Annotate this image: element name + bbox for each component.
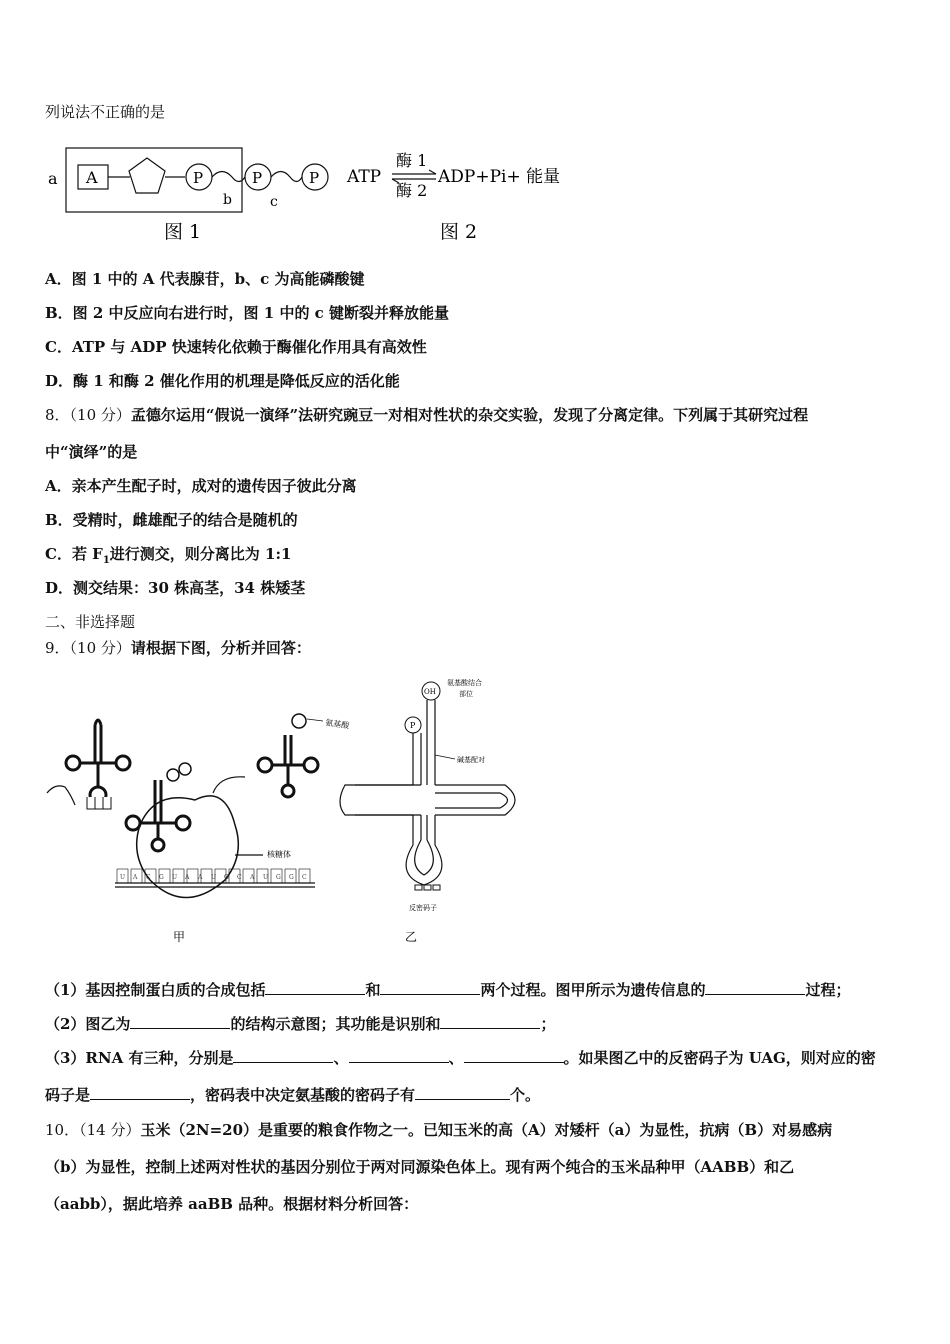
svg-text:A: A xyxy=(198,874,203,881)
fig2-enzyme1: 酶 1 xyxy=(396,151,428,170)
svg-text:P: P xyxy=(193,169,204,187)
fig2-caption: 图 2 xyxy=(440,221,478,243)
blank-1-1[interactable] xyxy=(265,979,365,995)
svg-text:C: C xyxy=(237,874,242,881)
svg-text:A: A xyxy=(185,874,190,881)
blank-3-2[interactable] xyxy=(349,1047,449,1063)
trna-cloverleaf xyxy=(340,700,515,885)
q9-part1: （1）基因控制蛋白质的合成包括 和 两个过程。图甲所示为遗传信息的 过程； xyxy=(45,981,851,999)
question-intro: 列说法不正确的是 xyxy=(45,103,166,121)
fig1-ribose-pentagon xyxy=(129,158,165,193)
q7-option-a: A．图 1 中的 A 代表腺苷，b、c 为高能磷酸键 xyxy=(45,270,365,288)
svg-text:P: P xyxy=(252,169,263,187)
label-amino-acid: 氨基酸 xyxy=(324,718,350,731)
q10-line2: （b）为显性，控制上述两对性状的基因分别位于两对同源染色体上。现有两个纯合的玉米品种甲（AABB）和乙 xyxy=(45,1158,795,1176)
q8-option-d: D．测交结果：30 株高茎，34 株矮茎 xyxy=(45,579,306,597)
fig1-adenine-label: A xyxy=(86,168,98,187)
svg-text:U: U xyxy=(263,874,269,881)
svg-text:U: U xyxy=(172,874,178,881)
blank-1-2[interactable] xyxy=(380,979,480,995)
q8-option-c: C．若 $F_1$进行测交，则分离比为 1:1 xyxy=(45,545,292,566)
svg-text:G: G xyxy=(289,874,294,881)
q8-stem-line2: 中“演绎”的是 xyxy=(45,443,138,461)
q8-number: 8．（10 分） xyxy=(45,406,131,424)
trna-right xyxy=(258,735,318,797)
blank-1-3[interactable] xyxy=(705,979,805,995)
q7-option-c: C．ATP 与 ADP 快速转化依赖于酶催化作用具有高效性 xyxy=(45,338,427,356)
label-anticodon: 反密码子 xyxy=(409,904,437,912)
fig1-label-a: a xyxy=(48,169,58,188)
translation-figure xyxy=(45,705,350,950)
q8-stem-line1 xyxy=(45,405,808,425)
fig1-label-c: c xyxy=(270,194,278,210)
atp-figures xyxy=(40,140,580,250)
fig1-caption: 图 1 xyxy=(164,221,202,243)
q10-line3: （aabb），据此培养 aaBB 品种。根据材料分析回答： xyxy=(45,1195,419,1213)
svg-text:部位: 部位 xyxy=(459,690,473,698)
fig2-atp: ATP xyxy=(347,167,382,187)
q8-option-b: B．受精时，雌雄配子的结合是随机的 xyxy=(45,511,298,529)
codon-letters xyxy=(120,874,307,881)
label-base-pair: 碱基配对 xyxy=(457,756,485,764)
blank-2-1[interactable] xyxy=(130,1013,230,1029)
svg-text:U: U xyxy=(211,874,217,881)
label-binding-site: 氨基酸结合 xyxy=(447,679,482,687)
svg-text:G: G xyxy=(276,874,281,881)
svg-text:U: U xyxy=(120,874,126,881)
q9-number: 9．（10 分） xyxy=(45,639,131,657)
mrna-strand xyxy=(115,883,315,887)
svg-text:C: C xyxy=(146,874,151,881)
svg-text:G: G xyxy=(159,874,164,881)
fig2-enzyme2: 酶 2 xyxy=(396,181,428,200)
trna-middle xyxy=(126,780,190,851)
q9-part2: （2）图乙为 的结构示意图；其功能是识别和 ； xyxy=(45,1015,556,1033)
q9-part3-cont: 码子是 ，密码表中决定氨基酸的密码子有 个。 xyxy=(45,1086,541,1104)
section-heading: 二、非选择题 xyxy=(45,613,136,631)
svg-text:A: A xyxy=(250,874,255,881)
svg-text:C: C xyxy=(302,874,307,881)
blank-3-3[interactable] xyxy=(464,1047,564,1063)
q8-stem-text: 孟德尔运用“假说一演绎”法研究豌豆一对相对性状的杂交实验，发现了分离定律。下列属于其研究过程 xyxy=(130,406,809,424)
svg-text:G: G xyxy=(224,874,229,881)
svg-text:OH: OH xyxy=(424,688,436,696)
q10-number: 10．（14 分） xyxy=(45,1121,141,1139)
svg-text:P: P xyxy=(410,721,416,730)
fig2-products: ADP+Pi+ 能量 xyxy=(438,167,561,187)
q9-stem: 9．（10 分）请根据下图，分析并回答： xyxy=(45,639,311,657)
anticodon-left xyxy=(87,797,111,809)
caption-yi: 乙 xyxy=(405,930,418,944)
svg-text:P: P xyxy=(309,169,320,187)
blank-2-2[interactable] xyxy=(440,1013,540,1029)
q9-part3: （3）RNA 有三种，分别是 、 、 。如果图乙中的反密码子为 UAG，则对应的密 xyxy=(45,1049,876,1067)
blank-3-4[interactable] xyxy=(90,1084,190,1100)
blank-3-1[interactable] xyxy=(233,1047,333,1063)
trna-left xyxy=(66,720,130,803)
blank-3-5[interactable] xyxy=(415,1084,510,1100)
label-ribosome: 核糖体 xyxy=(267,850,291,859)
fig1-label-b: b xyxy=(223,192,232,208)
q10-line1: 10．（14 分）玉米（2N=20）是重要的粮食作物之一。已知玉米的高（A）对矮杆（a）为显性，抗病（B）对易感病 xyxy=(45,1121,833,1139)
q8-option-a: A．亲本产生配子时，成对的遗传因子彼此分离 xyxy=(45,477,357,495)
q7-option-b: B．图 2 中反应向右进行时，图 1 中的 c 键断裂并释放能量 xyxy=(45,304,450,322)
caption-jia: 甲 xyxy=(173,930,186,944)
trna-figure xyxy=(335,675,535,945)
svg-text:A: A xyxy=(133,874,138,881)
q7-option-d: D．酶 1 和酶 2 催化作用的机理是降低反应的活化能 xyxy=(45,372,400,390)
